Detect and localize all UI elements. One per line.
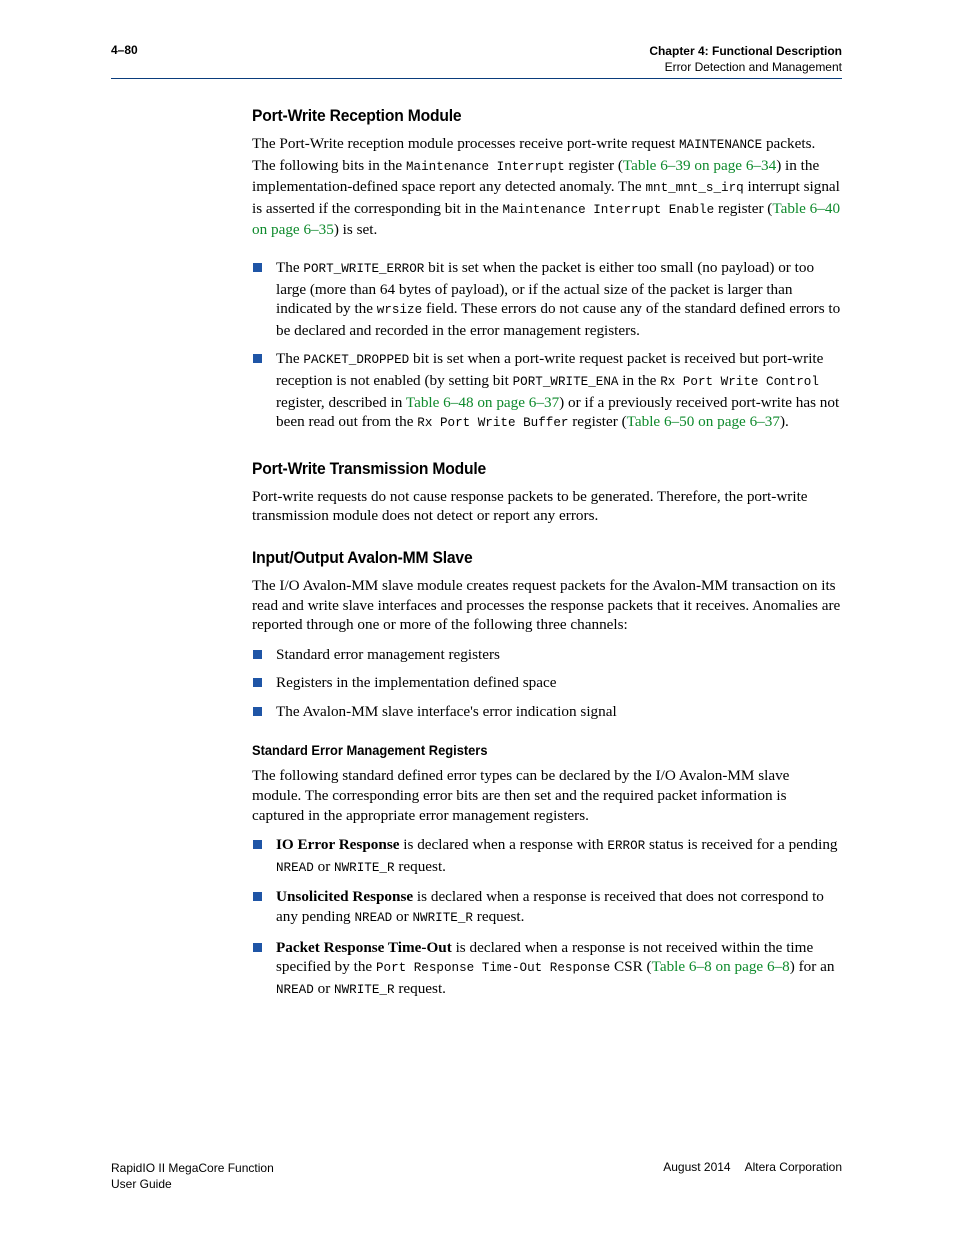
square-bullet-icon bbox=[253, 840, 262, 849]
list-item: IO Error Response is declared when a response with ERROR status is received for a pending NREAD or NWRITE_R request. bbox=[252, 835, 842, 878]
link-table-6-39[interactable]: Table 6–39 on page 6–34 bbox=[622, 156, 777, 174]
footer-product bbox=[111, 1160, 274, 1192]
section-title: Error Detection and Management bbox=[664, 60, 842, 74]
doc-type: User Guide bbox=[111, 1177, 172, 1191]
page-body bbox=[252, 106, 842, 1009]
list-item: The PACKET_DROPPED bit is set when a port-write request packet is received but port-write reception is not enabled (by setting bit PORT_WRITE_ENA in the Rx Port Write Control register, described in Table 6–48 on page 6–37) or if a previously received port-write has not been read out from the Rx Port Write Buffer register (Table 6–50 on page 6–37). bbox=[252, 349, 842, 433]
list-item: The Avalon-MM slave interface's error indication signal bbox=[252, 702, 842, 722]
paragraph-io-slave: The I/O Avalon-MM slave module creates request packets for the Avalon-MM transaction on its read and write slave interfaces and processes the response packets that it receives. Anomalies are reported through one or more of the following three channels: bbox=[252, 576, 841, 634]
reception-bullet-list bbox=[252, 258, 842, 434]
list-item: Standard error management registers bbox=[252, 645, 842, 665]
list-item: The PORT_WRITE_ERROR bit is set when the packet is either too small (no payload) or too large (more than 64 bytes of payload), or if the actual size of the packet is larger than indicated by the wrsize field. These errors do not cause any of the standard defined errors to be declared and recorded in the error management registers. bbox=[252, 258, 842, 340]
heading-port-write-transmission: Port-Write Transmission Module bbox=[252, 458, 487, 478]
square-bullet-icon bbox=[253, 707, 262, 716]
link-table-6-50[interactable]: Table 6–50 on page 6–37 bbox=[626, 413, 780, 431]
heading-port-write-reception: Port-Write Reception Module bbox=[252, 106, 462, 125]
square-bullet-icon bbox=[253, 892, 262, 901]
list-item: Packet Response Time-Out is declared when a response is not received within the time specified by the Port Response Time-Out Response CSR (Table 6–8 on page 6–8) for an NREAD or NWRITE_R request. bbox=[252, 938, 842, 1001]
list-item: Registers in the implementation defined space bbox=[252, 673, 842, 693]
list-item: Unsolicited Response is declared when a response is received that does not correspond to any pending NREAD or NWRITE_R request. bbox=[252, 887, 842, 928]
running-header bbox=[649, 43, 842, 75]
paragraph-transmission: Port-write requests do not cause response packets to be generated. Therefore, the port-write transmission module does not detect or report any errors. bbox=[252, 487, 808, 525]
link-table-6-40[interactable]: Table 6–40 on page 6–35 bbox=[252, 199, 841, 239]
heading-io-avalon-mm-slave: Input/Output Avalon-MM Slave bbox=[252, 547, 473, 567]
paragraph-reception-intro: The Port-Write reception module processes receive port-write request MAINTENANCE packets. The following bits in the Maintenance Interrupt register (Table 6–39 on page 6–34) in the implementation-defined space report any detected anomaly. The mnt_mnt_s_irq interrupt signal is asserted if the corresponding bit in the Maintenance Interrupt Enable register (Table 6–40 on page 6–35) is set. bbox=[252, 135, 841, 239]
channels-bullet-list bbox=[252, 645, 842, 722]
page-number: 4–80 bbox=[111, 43, 138, 57]
square-bullet-icon bbox=[253, 678, 262, 687]
publication-date: August 2014 bbox=[663, 1160, 731, 1174]
error-types-bullet-list bbox=[252, 835, 842, 1000]
company-name: Altera Corporation bbox=[744, 1160, 842, 1174]
square-bullet-icon bbox=[253, 354, 262, 363]
square-bullet-icon bbox=[253, 943, 262, 952]
square-bullet-icon bbox=[253, 650, 262, 659]
footer-meta bbox=[663, 1160, 842, 1174]
heading-standard-error-registers: Standard Error Management Registers bbox=[252, 742, 488, 759]
header-rule bbox=[111, 78, 842, 79]
link-table-6-8[interactable]: Table 6–8 on page 6–8 bbox=[651, 958, 790, 976]
product-name: RapidIO II MegaCore Function bbox=[111, 1161, 274, 1175]
link-table-6-48[interactable]: Table 6–48 on page 6–37 bbox=[405, 393, 560, 411]
chapter-title: Chapter 4: Functional Description bbox=[649, 44, 842, 58]
paragraph-standard-errors: The following standard defined error types can be declared by the I/O Avalon-MM slave module. The corresponding error bits are then set and the required packet information is captured in the appropriate error management registers. bbox=[252, 767, 790, 824]
square-bullet-icon bbox=[253, 263, 262, 272]
